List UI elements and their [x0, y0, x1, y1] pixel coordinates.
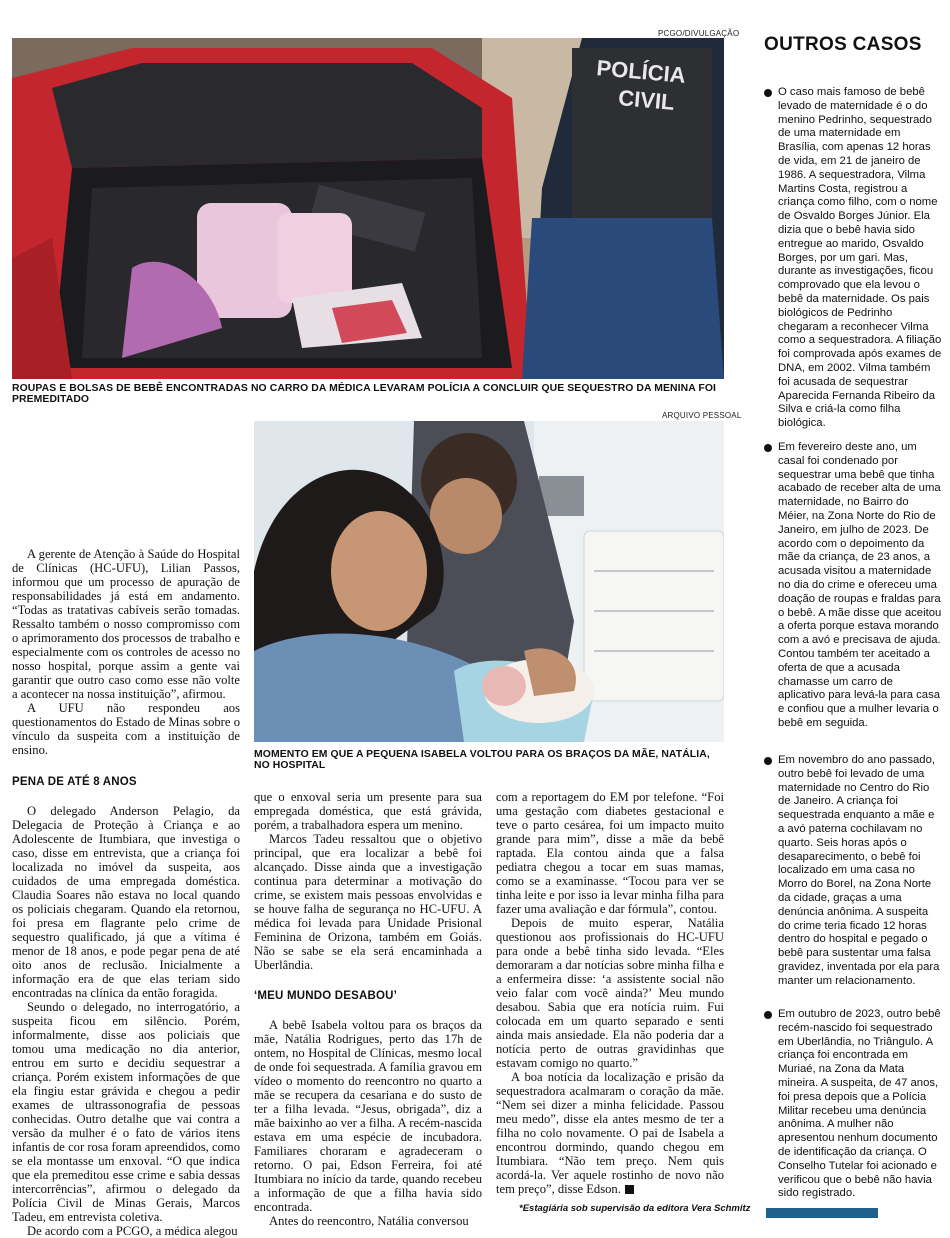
article-column-2-top: [254, 790, 482, 972]
shirt-text-civil: CIVIL: [617, 85, 676, 115]
car-trunk-photo: [12, 38, 724, 379]
article-column-1-bottom: [12, 804, 240, 1238]
shirt-text-policia: POLÍCIA: [595, 55, 687, 88]
article-column-1-top: [12, 547, 240, 757]
case-text: Em outubro de 2023, outro bebê recém-nascido foi sequestrado em Uberlândia, no Triângulo. A criança foi encontrada em Muriaé, na Zona da Mata mineira. A suspeita, de 47 anos, foi presa depois que a Polícia Militar recebeu uma denúncia anônima. A mulher não apresentou nenhum documento de identificação da criança. O Conselho Tutelar foi acionado e verificou que o bebê não havia sido registrado.: [778, 1008, 941, 1200]
paragraph-text: A boa notícia da localização e prisão da sequestradora acalmaram o coração da mãe. “Nem sei dizer a minha felicidade. Passou meu medo”, disse ela antes mesmo de ter a filha no colo novamente. O pai de Isabela a encontrou dormindo, quando chegou em Itumbiara. “Não tem preço. Nem quis acordá-la. Ver aquele rostinho de novo não tem preço”, disse Edson.: [496, 1070, 724, 1196]
paragraph: A gerente de Atenção à Saúde do Hospital de Clínicas (HC-UFU), Lilian Passos, informou que um processo de apuração de responsabilidades já está em andamento. “Todas as tratativas cabíveis serão tomadas. Ressalto também o nosso compromisso com o aprimoramento dos processos de trabalho e especialmente com os controles de acesso no nosso hospital, porque assim a gente vai garantir que outro caso como esse não volte a acontecer na nossa instituição”, afirmou.: [12, 547, 240, 701]
paragraph: Antes do reencontro, Natália conversou: [269, 1214, 469, 1228]
paragraph: O delegado Anderson Pelagio, da Delegacia de Proteção à Criança e ao Adolescente de Itumbiara, que investiga o caso, disse em entrevista, que a criança foi localizada no imóvel da suspeita, aos cuidados de uma empregada doméstica. Claudia Soares não estava no local quando os policiais chegaram. Quando ela retornou, foi presa em flagrante pelo crime de sequestro qualificado, já que a vítima é menor de 18 anos, e pode pegar pena de até oito anos de reclusão. Inicialmente a informação era de que elas teriam sido encontradas na clínica da então foragida.: [12, 804, 240, 1000]
sidebar-case-1: [764, 86, 942, 431]
paragraph: De acordo com a PCGO, a médica alegou: [27, 1224, 238, 1238]
case-text: Em novembro do ano passado, outro bebê foi levado de uma maternidade no Centro do Rio de Janeiro. A criança foi sequestrada enquanto a mãe e a avó paterna cochilavam no quarto. Seis horas após o desaparecimento, o bebê foi localizado em uma casa no Morro do Borel, na Zona Norte da cidade, graças a uma denúncia anônima. A suspeita do crime teria ficado 12 horas dentro do hospital e pegado o bebê para sustentar uma falsa gravidez, inventada por ela para manter um relacionamento.: [778, 754, 940, 987]
bullet-icon: [764, 757, 772, 765]
paragraph: Marcos Tadeu ressaltou que o objetivo principal, que era localizar a bebê foi alcançado. Disse ainda que a investigação continua para determinar a motivação do crime, se existem mais pessoas envolvidas e se houve falha de segurança no HC-UFU. A médica foi levada para Unidade Prisional Feminina de Orizona, também em Goiás. Não se sabe se ela será encaminhada a Uberlândia.: [254, 832, 482, 972]
paragraph: Depois de muito esperar, Natália questionou aos profissionais do HC-UFU para onde a bebê tinha sido levada. “Eles demoraram a dar notícias sobre minha filha e a enfermeira disse: ‘a assistente social não veio falar com você ainda?’ Meu mundo desabou. Sabia que era notícia ruim. Fui colocada em um quarto separado e senti ainda mais ansiedade. Ela não poderia dar a notícia perto de outras gravidinhas que estavam comigo no quarto.”: [496, 916, 724, 1070]
subhead-pena: PENA DE ATÉ 8 ANOS: [12, 776, 137, 788]
bullet-icon: [764, 1011, 772, 1019]
sidebar-case-3: [764, 754, 942, 989]
paragraph: [496, 1070, 724, 1196]
sidebar-case-4: [764, 1008, 942, 1201]
sidebar-case-2: [764, 441, 942, 731]
paragraph: com a reportagem do EM por telefone. “Foi uma gestação com diabetes gestacional e teve o parto cesárea, foi um impacto muito grande para mim”, disse a mãe da bebê raptada. Ela contou ainda que a falsa pediatra chegou a tocar em suas mamas, como se a examinasse. “Tocou para ver se tinha leite e por isso ia levar minha filha para fazer uma avaliação e dar fórmula”, contou.: [496, 790, 724, 916]
paragraph: que o enxoval seria um presente para sua empregada doméstica, que está grávida, porém, a trabalhadora espera um menino.: [254, 790, 482, 832]
end-mark-icon: [625, 1185, 634, 1194]
bullet-icon: [764, 89, 772, 97]
article-column-2-bottom: [254, 1018, 482, 1228]
mother-baby-photo: [254, 421, 724, 742]
paragraph: A UFU não respondeu aos questionamentos do Estado de Minas sobre o vínculo da suspeita com a instituição de ensino.: [12, 701, 240, 757]
hospital-reunion-illustration: [254, 421, 724, 742]
article-column-3: [496, 790, 724, 1196]
photo-credit-1: PCGO/DIVULGAÇÃO: [658, 29, 740, 38]
subhead-meu-mundo: ‘MEU MUNDO DESABOU’: [254, 990, 398, 1002]
photo-caption-2: MOMENTO EM QUE A PEQUENA ISABELA VOLTOU PARA OS BRAÇOS DA MÃE, NATÁLIA, NO HOSPITAL: [254, 749, 710, 771]
case-text: Em fevereiro deste ano, um casal foi condenado por sequestrar uma bebê que tinha acabado de receber alta de uma maternidade, no Bairro do Méier, na Zona Norte do Rio de Janeiro, em julho de 2023. De acordo com o depoimento da mãe da criança, de 23 anos, a acusada visitou a maternidade no dia do crime e ofereceu uma doação de roupas e fraldas para o bebê. A mãe disse que aceitou a oferta porque estava morando com a avó e precisava de ajuda. Contou também ter aceitado a oferta de que a acusada chamasse um carro de aplicativo para levá-la para casa e confiou que a mulher levaria o bebê em seguida.: [778, 441, 942, 729]
sidebar-title: OUTROS CASOS: [764, 34, 922, 55]
car-trunk-illustration: [12, 38, 724, 379]
case-text: O caso mais famoso de bebê levado de maternidade é o do menino Pedrinho, sequestrado de uma maternidade em Brasília, com apenas 12 horas de vida, em 21 de janeiro de 1986. A sequestradora, Vilma Martins Costa, registrou a criança como filho, com o nome de Osvaldo Borges Júnior. Ela dizia que o bebê havia sido entregue ao marido, Osvaldo Borges, por um gari. Mas, durante as investigações, ficou comprovado que ela levou o bebê da maternidade. Os pais biológicos de Pedrinho chegaram a reconhecer Vilma como a sequestradora. A filiação foi comprovada após exames de DNA, em 2002. Vilma também foi acusada de sequestrar Aparecida Fernanda Ribeiro da Silva e criá-la como filha biológica.: [778, 86, 942, 430]
paragraph: Seundo o delegado, no interrogatório, a suspeita ficou em silêncio. Porém, informalmente, disse aos policiais que tomou uma medicação no dia anterior, entrou em surto e decidiu sequestrar a criança. Porém existem informações de que ela fingiu estar grávida e chegou a pedir exames de ultrassonografia de pessoas conhecidas. Outro detalhe que vai contra a versão da mulher é o fato de vários itens infantis de cor rosa foram apreendidos, como se ela montasse um enxoval. “O que indica que ela premeditou esse crime e sabia dessas intercorrências”, afirmou o delegado da Polícia Civil de Minas Gerais, Marcos Tadeu, em entrevista coletiva.: [12, 1000, 240, 1224]
photo-credit-2: ARQUIVO PESSOAL: [662, 411, 742, 420]
bullet-icon: [764, 444, 772, 452]
signature-note: *Estagiária sob supervisão da editora Vera Schmitz: [519, 1203, 751, 1214]
photo-caption-1: ROUPAS E BOLSAS DE BEBÊ ENCONTRADAS NO CARRO DA MÉDICA LEVARAM POLÍCIA A CONCLUIR QUE SEQUESTRO DA MENINA FOI PREMEDITADO: [12, 383, 717, 405]
paragraph: A bebê Isabela voltou para os braços da mãe, Natália Rodrigues, perto das 17h de ontem, no Hospital de Clínicas, mesmo local de onde foi sequestrada. A família gravou em vídeo o momento do reencontro no quarto a mãe se recupera da cesariana e do susto de ter a filha levada. “Jesus, obrigada”, diz a mãe baixinho ao ver a filha. A recém-nascida estava em uma espécie de incubadora. Familiares choraram e agradeceram o retorno. O pai, Edson Ferreira, foi até Itumbiara no início da tarde, quando recebeu a informação de que a filha havia sido encontrada.: [254, 1018, 483, 1214]
sidebar-accent-bar: [766, 1208, 878, 1218]
